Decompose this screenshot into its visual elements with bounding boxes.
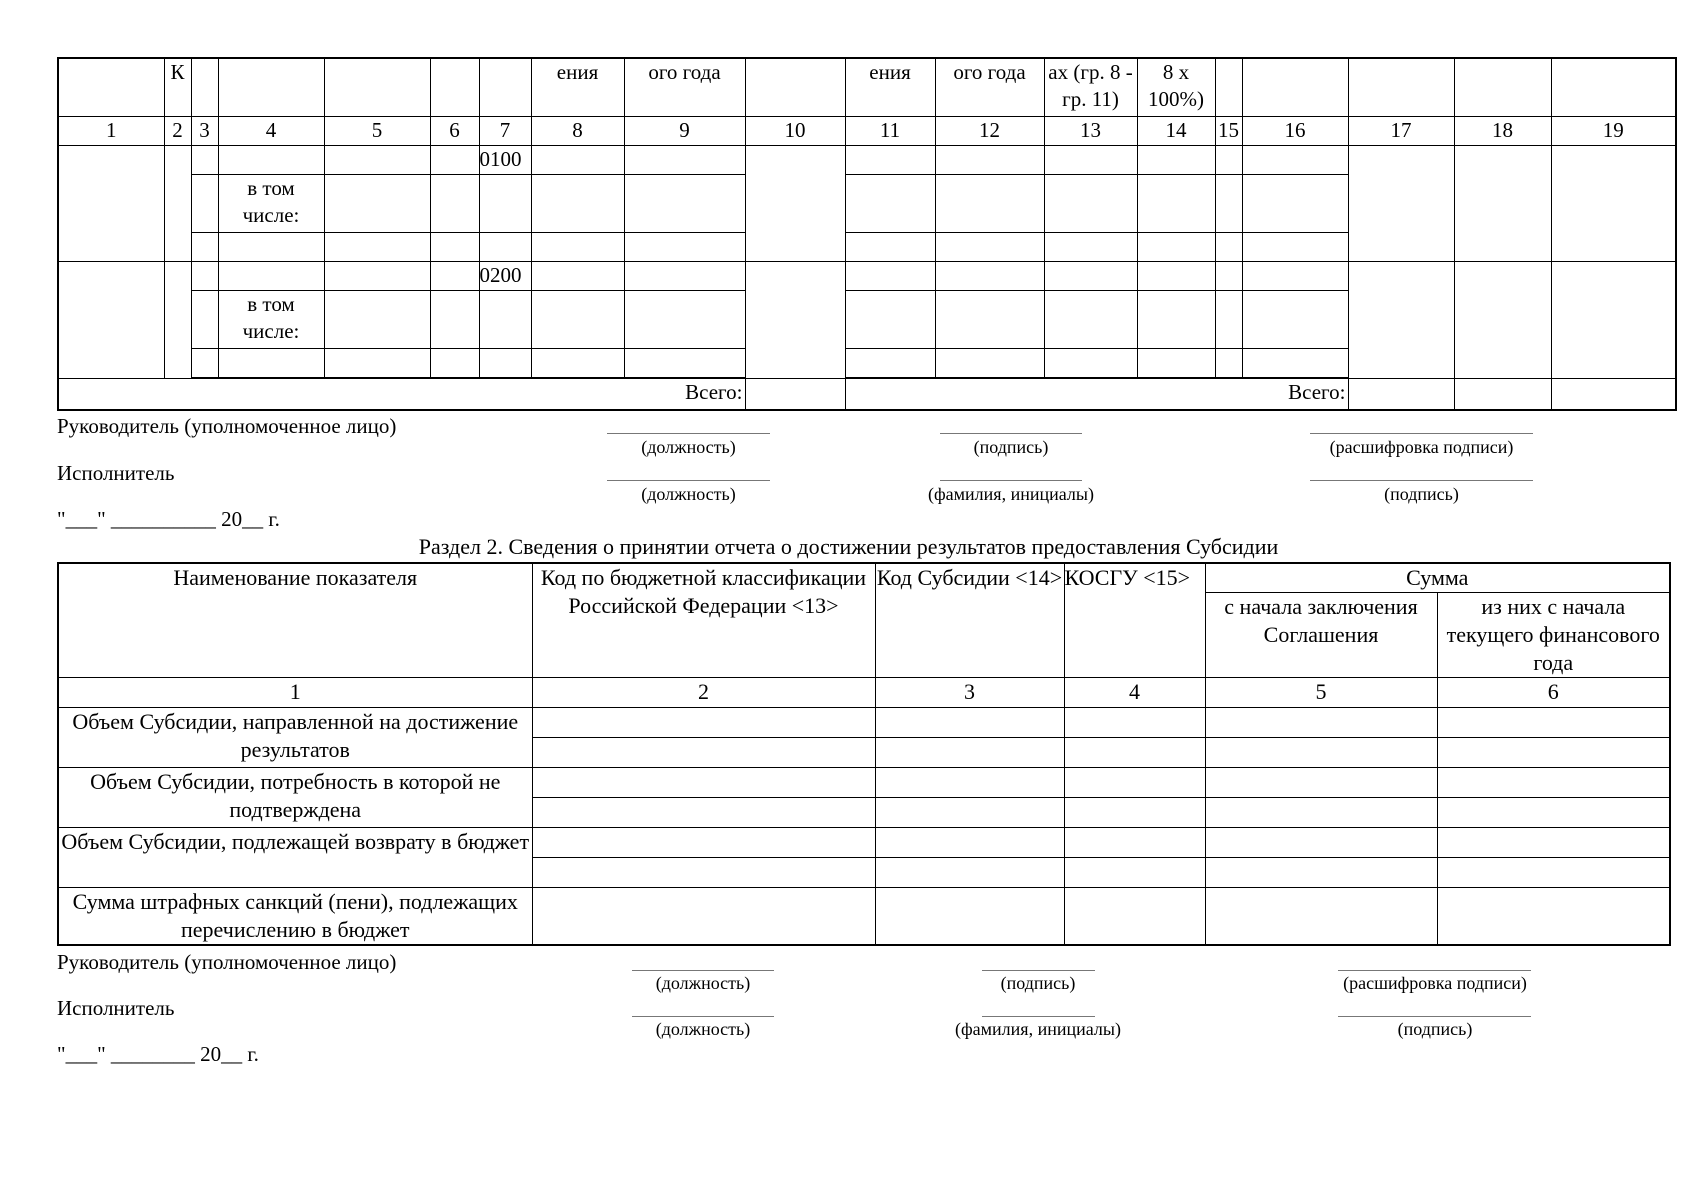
data-cell [624, 262, 745, 291]
data-cell [218, 262, 324, 291]
data-cell [1064, 888, 1205, 946]
data-cell [875, 858, 1064, 888]
row-label: Объем Субсидии, потребность в которой не подтверждена [58, 768, 532, 828]
data-cell [430, 146, 479, 175]
data-cell [1064, 798, 1205, 828]
signature-line [940, 480, 1082, 481]
data-cell [324, 146, 430, 175]
data-cell [324, 262, 430, 291]
header-kbk: Код по бюджетной классификации Российской Федерации <13> [532, 563, 875, 678]
header-current-year: из них с начала текущего финансового года [1437, 593, 1670, 678]
data-cell [479, 291, 531, 349]
data-cell [532, 888, 875, 946]
header-cell-8: ения [531, 58, 624, 117]
data-cell [875, 828, 1064, 858]
data-cell [875, 888, 1064, 946]
col-number: 1 [58, 678, 532, 708]
data-cell [1242, 262, 1348, 291]
data-cell [1215, 175, 1242, 233]
total-cell [745, 378, 845, 410]
data-cell [532, 798, 875, 828]
data-cell [1205, 798, 1437, 828]
data-cell [1205, 888, 1437, 946]
data-cell [191, 349, 218, 379]
data-cell [532, 768, 875, 798]
table-row [58, 768, 1670, 798]
data-cell [745, 262, 845, 379]
table-row [58, 828, 1670, 858]
caption-decoding: (расшифровка подписи) [1343, 973, 1527, 993]
including-label: в том числе: [218, 291, 324, 349]
data-cell [531, 291, 624, 349]
signature-line [982, 1016, 1095, 1017]
caption-position: (должность) [641, 437, 736, 457]
header-cell-2: К [164, 58, 191, 117]
header-cell-14: 8 х 100%) [1137, 58, 1215, 117]
caption-position: (должность) [641, 484, 736, 504]
signature-line [1310, 480, 1533, 481]
header-cell-17 [1348, 58, 1454, 117]
data-cell [324, 291, 430, 349]
header-cell-4 [218, 58, 324, 117]
data-cell [845, 291, 935, 349]
col-number: 17 [1348, 117, 1454, 146]
data-cell [1137, 262, 1215, 291]
col-number: 5 [1205, 678, 1437, 708]
signature-line [1310, 433, 1533, 434]
data-cell [935, 175, 1044, 233]
data-cell [935, 262, 1044, 291]
column-number-row [58, 678, 1670, 708]
data-cell [845, 349, 935, 379]
signature-line [607, 480, 770, 481]
data-cell [1242, 175, 1348, 233]
col-number: 2 [532, 678, 875, 708]
total-cell [1454, 378, 1551, 410]
signature-line [1338, 1016, 1531, 1017]
data-cell [430, 233, 479, 262]
data-cell [1454, 146, 1551, 262]
executor-label: Исполнитель [57, 996, 175, 1020]
data-cell [845, 262, 935, 291]
data-cell [1044, 175, 1137, 233]
signature-line [607, 433, 770, 434]
data-cell [1064, 738, 1205, 768]
data-cell [58, 146, 164, 262]
data-cell [1205, 828, 1437, 858]
data-cell [875, 708, 1064, 738]
col-number: 4 [218, 117, 324, 146]
data-cell [1137, 175, 1215, 233]
signature-line [982, 970, 1095, 971]
header-cell-11: ения [845, 58, 935, 117]
data-cell [1348, 146, 1454, 262]
header-cell-16 [1242, 58, 1348, 117]
data-cell [845, 233, 935, 262]
data-cell [1064, 708, 1205, 738]
col-number: 16 [1242, 117, 1348, 146]
signature-line [632, 1016, 774, 1017]
data-cell [191, 262, 218, 291]
data-cell [324, 233, 430, 262]
data-cell [624, 349, 745, 379]
data-cell [935, 233, 1044, 262]
data-cell [935, 146, 1044, 175]
data-cell [1215, 233, 1242, 262]
data-cell [1437, 738, 1670, 768]
data-cell [1044, 262, 1137, 291]
header-cell-19 [1551, 58, 1676, 117]
header-cell-9: ого года [624, 58, 745, 117]
report-table-section2 [57, 562, 1671, 946]
signature-line [632, 970, 774, 971]
col-number: 15 [1215, 117, 1242, 146]
col-number: 2 [164, 117, 191, 146]
header-cell-18 [1454, 58, 1551, 117]
data-cell [624, 233, 745, 262]
data-cell [1205, 768, 1437, 798]
date-field: "___" __________ 20__ г. [57, 507, 280, 531]
data-cell [1137, 146, 1215, 175]
data-cell [745, 146, 845, 262]
col-number: 14 [1137, 117, 1215, 146]
col-number: 5 [324, 117, 430, 146]
caption-signature: (подпись) [973, 437, 1049, 457]
col-number: 13 [1044, 117, 1137, 146]
header-name: Наименование показателя [58, 563, 532, 678]
data-cell [1137, 349, 1215, 379]
data-cell [531, 175, 624, 233]
caption-signature: (подпись) [1384, 484, 1459, 504]
report-table-section1 [57, 57, 1677, 411]
data-cell [1044, 233, 1137, 262]
header-cell-3 [191, 58, 218, 117]
col-number: 4 [1064, 678, 1205, 708]
data-cell [531, 146, 624, 175]
header-since-agreement: с начала заключения Соглашения [1205, 593, 1437, 678]
data-cell [479, 233, 531, 262]
header-cell-6 [430, 58, 479, 117]
signature-line [940, 433, 1082, 434]
data-cell [479, 349, 531, 379]
table-row [58, 888, 1670, 946]
data-cell [1137, 291, 1215, 349]
total-label-right: Всего: [845, 378, 1348, 410]
data-cell [1044, 291, 1137, 349]
data-cell [1064, 828, 1205, 858]
data-cell [1044, 349, 1137, 379]
col-number: 18 [1454, 117, 1551, 146]
executor-label: Исполнитель [57, 461, 175, 485]
caption-position: (должность) [655, 1019, 751, 1039]
row-label: Сумма штрафных санкций (пени), подлежащих перечислению в бюджет [58, 888, 532, 946]
data-cell [1044, 146, 1137, 175]
data-cell [1551, 146, 1676, 262]
including-label: в том числе: [218, 175, 324, 233]
header-cell-1 [58, 58, 164, 117]
data-cell [164, 146, 191, 262]
col-number: 1 [58, 117, 164, 146]
data-cell [1205, 738, 1437, 768]
data-cell [1437, 708, 1670, 738]
data-cell [1242, 233, 1348, 262]
data-cell [1215, 291, 1242, 349]
col-number: 9 [624, 117, 745, 146]
column-number-row [58, 117, 1676, 146]
data-cell [531, 262, 624, 291]
header-cell-12: ого года [935, 58, 1044, 117]
col-number: 3 [191, 117, 218, 146]
data-cell [935, 291, 1044, 349]
data-cell [191, 291, 218, 349]
data-cell [1242, 146, 1348, 175]
data-cell [1242, 349, 1348, 379]
data-cell [324, 349, 430, 379]
data-cell [1137, 233, 1215, 262]
caption-signature: (подпись) [1397, 1019, 1473, 1039]
table-row [58, 146, 1676, 175]
col-number: 10 [745, 117, 845, 146]
data-cell [532, 738, 875, 768]
data-cell [191, 146, 218, 175]
total-cell [1551, 378, 1676, 410]
row-code-cell: 0100 [479, 146, 531, 175]
total-row [58, 378, 1676, 410]
caption-name: (фамилия, инициалы) [955, 1019, 1121, 1039]
data-cell [531, 233, 624, 262]
row-label: Объем Субсидии, подлежащей возврату в бюджет [58, 828, 532, 888]
data-cell [532, 828, 875, 858]
data-cell [191, 175, 218, 233]
section2-title: Раздел 2. Сведения о принятии отчета о достижении результатов предоставления Субсидии [418, 534, 1279, 559]
caption-name: (фамилия, инициалы) [928, 484, 1094, 504]
data-cell [845, 175, 935, 233]
date-field: "___" ________ 20__ г. [57, 1042, 259, 1066]
data-cell [430, 262, 479, 291]
header-cell-13: ах (гр. 8 - гр. 11) [1044, 58, 1137, 117]
header-cell-15 [1215, 58, 1242, 117]
data-cell [58, 262, 164, 379]
data-cell [875, 768, 1064, 798]
table-row [58, 262, 1676, 291]
caption-signature: (подпись) [1000, 973, 1076, 993]
data-cell [1064, 858, 1205, 888]
data-cell [1215, 262, 1242, 291]
total-label-left: Всего: [58, 378, 745, 410]
data-cell [479, 175, 531, 233]
caption-position: (должность) [655, 973, 751, 993]
header-cell-10 [745, 58, 845, 117]
data-cell [1454, 262, 1551, 379]
header-cell-7 [479, 58, 531, 117]
data-cell [532, 858, 875, 888]
head-label: Руководитель (уполномоченное лицо) [57, 950, 397, 974]
header-subsidy-code: Код Субсидии <14> [875, 563, 1064, 678]
data-cell [430, 349, 479, 379]
data-cell [1205, 708, 1437, 738]
data-cell [191, 233, 218, 262]
data-cell [218, 233, 324, 262]
header-sum: Сумма [1205, 563, 1670, 593]
row-code-cell: 0200 [479, 262, 531, 291]
data-cell [845, 146, 935, 175]
signature-line [1338, 970, 1531, 971]
data-cell [1205, 858, 1437, 888]
data-cell [624, 146, 745, 175]
data-cell [1437, 768, 1670, 798]
data-cell [218, 349, 324, 379]
col-number: 3 [875, 678, 1064, 708]
row-label: Объем Субсидии, направленной на достижение результатов [58, 708, 532, 768]
data-cell [1242, 291, 1348, 349]
data-cell [875, 798, 1064, 828]
data-cell [1064, 768, 1205, 798]
col-number: 8 [531, 117, 624, 146]
head-label: Руководитель (уполномоченное лицо) [57, 414, 397, 438]
data-cell [532, 708, 875, 738]
data-cell [1437, 858, 1670, 888]
data-cell [935, 349, 1044, 379]
data-cell [1215, 349, 1242, 379]
data-cell [1437, 798, 1670, 828]
data-cell [324, 175, 430, 233]
data-cell [1551, 262, 1676, 379]
data-cell [1437, 888, 1670, 946]
col-number: 6 [430, 117, 479, 146]
data-cell [531, 349, 624, 379]
total-cell [1348, 378, 1454, 410]
col-number: 11 [845, 117, 935, 146]
col-number: 19 [1551, 117, 1676, 146]
col-number: 7 [479, 117, 531, 146]
data-cell [875, 738, 1064, 768]
data-cell [624, 291, 745, 349]
data-cell [1348, 262, 1454, 379]
data-cell [164, 262, 191, 379]
data-cell [1215, 146, 1242, 175]
col-number: 6 [1437, 678, 1670, 708]
data-cell [624, 175, 745, 233]
col-number: 12 [935, 117, 1044, 146]
caption-decoding: (расшифровка подписи) [1329, 437, 1514, 457]
header-cell-5 [324, 58, 430, 117]
header-kosgu: КОСГУ <15> [1064, 563, 1205, 678]
data-cell [218, 146, 324, 175]
data-cell [1437, 828, 1670, 858]
data-cell [430, 175, 479, 233]
table-row [58, 708, 1670, 738]
data-cell [430, 291, 479, 349]
